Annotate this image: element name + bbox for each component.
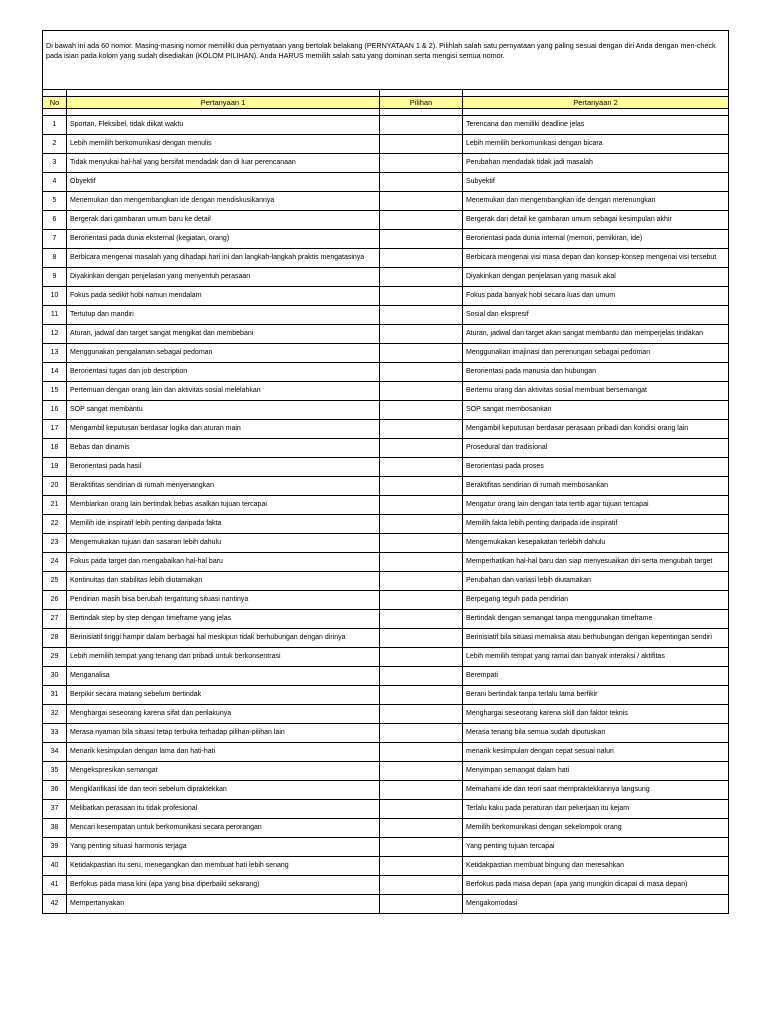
pilihan-cell[interactable]	[380, 724, 463, 743]
instructions-text: Di bawah ini ada 60 nomor. Masing-masing nomor memiliki dua pernyataan yang bertolak belakang (PERNYATAAN 1 & 2). Pilihlah salah satu pernyataan yang paling sesuai dengan diri Anda dengan men-check pada isian pada kolom yang sudah disediakan (KOLOM PILIHAN). Anda HARUS memilih salah satu yang dominan serta mengisi semua nomor.	[43, 31, 729, 90]
question-row	[43, 439, 729, 458]
question-number: 30	[43, 667, 67, 686]
statement-1: Kontinuitas dan stabilitas lebih diutamakan	[67, 572, 380, 591]
spacer-row	[43, 109, 729, 116]
pilihan-cell[interactable]	[380, 420, 463, 439]
question-row	[43, 306, 729, 325]
statement-2: Lebih memilih tempat yang ramai dan banyak interaksi / aktifitas	[463, 648, 729, 667]
question-row	[43, 724, 729, 743]
header-pertanyaan-2: Pertanyaan 2	[463, 97, 729, 109]
statement-2: Yang penting tujuan tercapai	[463, 838, 729, 857]
statement-1: Tertutup dan mandiri	[67, 306, 380, 325]
question-row	[43, 743, 729, 762]
spacer-row	[43, 90, 729, 97]
question-number: 31	[43, 686, 67, 705]
question-row	[43, 895, 729, 914]
pilihan-cell[interactable]	[380, 572, 463, 591]
statement-1: Bertindak step by step dengan timeframe yang jelas	[67, 610, 380, 629]
question-number: 5	[43, 192, 67, 211]
question-row	[43, 705, 729, 724]
statement-1: Fokus pada target dan mengabaikan hal-hal baru	[67, 553, 380, 572]
question-row	[43, 135, 729, 154]
statement-1: Bergerak dari gambaran umum baru ke detail	[67, 211, 380, 230]
statement-1: Berinisiatif tinggi hampir dalam berbagai hal meskipun tidak berhubungan dengan dirinya	[67, 629, 380, 648]
question-number: 8	[43, 249, 67, 268]
pilihan-cell[interactable]	[380, 382, 463, 401]
pilihan-cell[interactable]	[380, 287, 463, 306]
question-number: 28	[43, 629, 67, 648]
question-number: 34	[43, 743, 67, 762]
statement-1: Membiarkan orang lain bertindak bebas asalkan tujuan tercapai	[67, 496, 380, 515]
pilihan-cell[interactable]	[380, 857, 463, 876]
statement-1: Obyektif	[67, 173, 380, 192]
statement-1: Mengklarifikasi ide dan teori sebelum dipraktekkan	[67, 781, 380, 800]
statement-1: Berbicara mengenai masalah yang dihadapi hari ini dan langkah-langkah praktis mengatasinya	[67, 249, 380, 268]
spacer-cell	[43, 109, 67, 116]
pilihan-cell[interactable]	[380, 477, 463, 496]
question-number: 11	[43, 306, 67, 325]
question-number: 19	[43, 458, 67, 477]
question-row	[43, 325, 729, 344]
statement-1: Berfokus pada masa kini (apa yang bisa diperbaiki sekarang)	[67, 876, 380, 895]
header-pilihan: Pilihan	[380, 97, 463, 109]
statement-2: Memilih fakta lebih penting daripada ide inspiratif	[463, 515, 729, 534]
pilihan-cell[interactable]	[380, 534, 463, 553]
question-number: 35	[43, 762, 67, 781]
statement-1: Mengambil keputusan berdasar logika dan aturan main	[67, 420, 380, 439]
statement-2: Perubahan mendadak tidak jadi masalah	[463, 154, 729, 173]
question-row	[43, 762, 729, 781]
statement-2: Memahami ide dan teori saat mempraktekkannya langsung	[463, 781, 729, 800]
question-row	[43, 173, 729, 192]
statement-2: Berpegang teguh pada pendirian	[463, 591, 729, 610]
pilihan-cell[interactable]	[380, 553, 463, 572]
question-row	[43, 515, 729, 534]
statement-2: Beraktifitas sendirian di rumah membosankan	[463, 477, 729, 496]
question-number: 13	[43, 344, 67, 363]
statement-1: Beraktifitas sendirian di rumah menyenangkan	[67, 477, 380, 496]
question-row	[43, 249, 729, 268]
statement-1: Mempertanyakan	[67, 895, 380, 914]
statement-2: Menemukan dan mengembangkan ide dengan merenungkan	[463, 192, 729, 211]
question-number: 32	[43, 705, 67, 724]
question-number: 2	[43, 135, 67, 154]
statement-2: Mengakomodasi	[463, 895, 729, 914]
statement-1: Lebih memilih berkomunikasi dengan menulis	[67, 135, 380, 154]
pilihan-cell[interactable]	[380, 211, 463, 230]
statement-2: Mengemukakan kesepakatan terlebih dahulu	[463, 534, 729, 553]
statement-2: Menghargai seseorang karena skill dan faktor teknis	[463, 705, 729, 724]
statement-1: Bebas dan dinamis	[67, 439, 380, 458]
pilihan-cell[interactable]	[380, 629, 463, 648]
statement-2: Perubahan dan variasi lebih diutamakan	[463, 572, 729, 591]
question-number: 39	[43, 838, 67, 857]
question-row	[43, 667, 729, 686]
statement-1: Berorientasi tugas dan job description	[67, 363, 380, 382]
question-row	[43, 591, 729, 610]
statement-2: Memperhatikan hal-hal baru dan siap menyesuaikan diri serta mengubah target	[463, 553, 729, 572]
statement-1: Mencari kesempatan untuk berkomunikasi secara perorangan	[67, 819, 380, 838]
spacer-cell	[67, 90, 380, 97]
statement-1: SOP sangat membantu	[67, 401, 380, 420]
statement-1: Berpikir secara matang sebelum bertindak	[67, 686, 380, 705]
question-number: 20	[43, 477, 67, 496]
statement-2: Berorientasi pada manusia dan hubungan	[463, 363, 729, 382]
header-row	[43, 97, 729, 109]
statement-2: Bertindak dengan semangat tanpa menggunakan timeframe	[463, 610, 729, 629]
question-row	[43, 534, 729, 553]
pilihan-cell[interactable]	[380, 154, 463, 173]
question-row	[43, 230, 729, 249]
statement-2: Bertemu orang dan aktivitas sosial membuat bersemangat	[463, 382, 729, 401]
pilihan-cell[interactable]	[380, 135, 463, 154]
statement-2: Subyektif	[463, 173, 729, 192]
statement-2: Merasa tenang bila semua sudah diputuskan	[463, 724, 729, 743]
pilihan-cell[interactable]	[380, 838, 463, 857]
pilihan-cell[interactable]	[380, 667, 463, 686]
statement-1: Pertemuan dengan orang lain dan aktivitas sosial melelahkan	[67, 382, 380, 401]
question-number: 25	[43, 572, 67, 591]
pilihan-cell[interactable]	[380, 116, 463, 135]
statement-2: Berorientasi pada dunia internal (memori, pemikiran, ide)	[463, 230, 729, 249]
question-number: 4	[43, 173, 67, 192]
question-row	[43, 420, 729, 439]
statement-1: Melibatkan perasaan itu tidak profesional	[67, 800, 380, 819]
question-row	[43, 344, 729, 363]
pilihan-cell[interactable]	[380, 325, 463, 344]
question-number: 17	[43, 420, 67, 439]
question-row	[43, 686, 729, 705]
statement-2: Berfokus pada masa depan (apa yang mungkin dicapai di masa depan)	[463, 876, 729, 895]
question-number: 37	[43, 800, 67, 819]
statement-1: Menggunakan pengalaman sebagai pedoman	[67, 344, 380, 363]
question-row	[43, 610, 729, 629]
question-number: 42	[43, 895, 67, 914]
statement-1: Menemukan dan mengembangkan ide dengan mendiskusikannya	[67, 192, 380, 211]
statement-1: Ketidakpastian itu seru, menegangkan dan membuat hati lebih senang	[67, 857, 380, 876]
pilihan-cell[interactable]	[380, 192, 463, 211]
statement-2: Lebih memilih berkomunikasi dengan bicara	[463, 135, 729, 154]
pilihan-cell[interactable]	[380, 458, 463, 477]
spacer-cell	[43, 90, 67, 97]
question-number: 38	[43, 819, 67, 838]
spacer-cell	[380, 109, 463, 116]
statement-2: SOP sangat membosankan	[463, 401, 729, 420]
statement-2: Mengatur orang lain dengan tata tertib agar tujuan tercapai	[463, 496, 729, 515]
pilihan-cell[interactable]	[380, 610, 463, 629]
statement-2: Mengambil keputusan berdasar perasaan pribadi dan kondisi orang lain	[463, 420, 729, 439]
pilihan-cell[interactable]	[380, 781, 463, 800]
statement-2: Bergerak dari detail ke gambaran umum sebagai kesimpulan akhir	[463, 211, 729, 230]
pilihan-cell[interactable]	[380, 439, 463, 458]
statement-2: Memilih berkomunikasi dengan sekelompok orang	[463, 819, 729, 838]
question-number: 26	[43, 591, 67, 610]
question-row	[43, 211, 729, 230]
pilihan-cell[interactable]	[380, 401, 463, 420]
question-number: 6	[43, 211, 67, 230]
question-number: 3	[43, 154, 67, 173]
question-number: 12	[43, 325, 67, 344]
statement-1: Merasa nyaman bila situasi tetap terbuka terhadap pilihan-pilihan lain	[67, 724, 380, 743]
question-number: 40	[43, 857, 67, 876]
pilihan-cell[interactable]	[380, 819, 463, 838]
statement-1: Menarik kesimpulan dengan lama dan hati-hati	[67, 743, 380, 762]
spacer-cell	[463, 109, 729, 116]
header-no: No	[43, 97, 67, 109]
pilihan-cell[interactable]	[380, 895, 463, 914]
spacer-cell	[463, 90, 729, 97]
statement-1: Fokus pada sedikit hobi namun mendalam	[67, 287, 380, 306]
question-number: 33	[43, 724, 67, 743]
question-number: 41	[43, 876, 67, 895]
question-row	[43, 800, 729, 819]
question-row	[43, 154, 729, 173]
question-row	[43, 553, 729, 572]
statement-2: Berbicara mengenai visi masa depan dan konsep-konsep mengenai visi tersebut	[463, 249, 729, 268]
statement-2: Terlalu kaku pada peraturan dan pekerjaan itu kejam	[463, 800, 729, 819]
question-row	[43, 876, 729, 895]
pilihan-cell[interactable]	[380, 363, 463, 382]
question-number: 16	[43, 401, 67, 420]
pilihan-cell[interactable]	[380, 268, 463, 287]
question-row	[43, 363, 729, 382]
statement-2: Sosial dan ekspresif	[463, 306, 729, 325]
question-row	[43, 458, 729, 477]
pilihan-cell[interactable]	[380, 515, 463, 534]
header-pertanyaan-1: Pertanyaan 1	[67, 97, 380, 109]
pilihan-cell[interactable]	[380, 800, 463, 819]
statement-1: Mengekspresikan semangat	[67, 762, 380, 781]
question-row	[43, 116, 729, 135]
question-number: 1	[43, 116, 67, 135]
statement-2: Ketidakpastian membuat bingung dan meresahkan	[463, 857, 729, 876]
question-number: 21	[43, 496, 67, 515]
pilihan-cell[interactable]	[380, 344, 463, 363]
statement-2: Menggunakan imajinasi dan perenungan sebagai pedoman	[463, 344, 729, 363]
question-row	[43, 496, 729, 515]
statement-1: Tidak menyukai hal-hal yang bersifat mendadak dan di luar perencanaan	[67, 154, 380, 173]
statement-2: menarik kesimpulan dengan cepat sesuai naluri	[463, 743, 729, 762]
statement-1: Pendirian masih bisa berubah tergantung situasi nantinya	[67, 591, 380, 610]
pilihan-cell[interactable]	[380, 648, 463, 667]
statement-2: Diyakinkan dengan penjelasan yang masuk akal	[463, 268, 729, 287]
question-row	[43, 857, 729, 876]
question-row	[43, 648, 729, 667]
spacer-cell	[380, 90, 463, 97]
question-row	[43, 629, 729, 648]
statement-1: Berorientasi pada dunia eksternal (kegiatan, orang)	[67, 230, 380, 249]
question-number: 29	[43, 648, 67, 667]
pilihan-cell[interactable]	[380, 173, 463, 192]
question-row	[43, 268, 729, 287]
question-row	[43, 838, 729, 857]
pilihan-cell[interactable]	[380, 686, 463, 705]
spacer-cell	[67, 109, 380, 116]
question-row	[43, 192, 729, 211]
question-number: 27	[43, 610, 67, 629]
question-row	[43, 781, 729, 800]
question-row	[43, 477, 729, 496]
question-number: 15	[43, 382, 67, 401]
instructions-row	[43, 31, 729, 90]
statement-1: Mengemukakan tujuan dan sasaran lebih dahulu	[67, 534, 380, 553]
statement-2: Berorientasi pada proses	[463, 458, 729, 477]
statement-1: Sportan, Fleksibel, tidak diikat waktu	[67, 116, 380, 135]
statement-1: Menganalisa	[67, 667, 380, 686]
question-number: 14	[43, 363, 67, 382]
pilihan-cell[interactable]	[380, 249, 463, 268]
question-number: 7	[43, 230, 67, 249]
statement-2: Berani bertindak tanpa terlalu lama berfikir	[463, 686, 729, 705]
question-row	[43, 382, 729, 401]
questionnaire-body	[43, 31, 729, 914]
question-row	[43, 287, 729, 306]
statement-2: Menyimpan semangat dalam hati	[463, 762, 729, 781]
statement-2: Fokus pada banyak hobi secara luas dan umum	[463, 287, 729, 306]
question-number: 22	[43, 515, 67, 534]
statement-1: Berorientasi pada hasil	[67, 458, 380, 477]
pilihan-cell[interactable]	[380, 230, 463, 249]
statement-2: Terencana dan memiliki deadline jelas	[463, 116, 729, 135]
statement-1: Lebih memilih tempat yang tenang dan pribadi untuk berkonsentrasi	[67, 648, 380, 667]
pilihan-cell[interactable]	[380, 705, 463, 724]
question-number: 18	[43, 439, 67, 458]
statement-1: Yang penting situasi harmonis terjaga	[67, 838, 380, 857]
statement-2: Berinisiatif bila situasi memaksa atau berhubungan dengan kepentingan sendiri	[463, 629, 729, 648]
statement-2: Berempati	[463, 667, 729, 686]
statement-1: Menghargai seseorang karena sifat dan perilakunya	[67, 705, 380, 724]
question-row	[43, 401, 729, 420]
question-number: 24	[43, 553, 67, 572]
statement-1: Diyakinkan dengan penjelasan yang menyentuh perasaan	[67, 268, 380, 287]
statement-2: Prosedural dan tradisional	[463, 439, 729, 458]
question-row	[43, 819, 729, 838]
pilihan-cell[interactable]	[380, 743, 463, 762]
questionnaire-table	[42, 30, 729, 914]
statement-2: Aturan, jadwal dan target akan sangat membantu dan memperjelas tindakan	[463, 325, 729, 344]
pilihan-cell[interactable]	[380, 591, 463, 610]
pilihan-cell[interactable]	[380, 876, 463, 895]
question-number: 9	[43, 268, 67, 287]
question-number: 10	[43, 287, 67, 306]
pilihan-cell[interactable]	[380, 306, 463, 325]
statement-1: Aturan, jadwal dan target sangat mengikat dan membebani	[67, 325, 380, 344]
statement-1: Memilih ide inspiratif lebih penting daripada fakta	[67, 515, 380, 534]
question-number: 23	[43, 534, 67, 553]
pilihan-cell[interactable]	[380, 496, 463, 515]
question-row	[43, 572, 729, 591]
pilihan-cell[interactable]	[380, 762, 463, 781]
question-number: 36	[43, 781, 67, 800]
